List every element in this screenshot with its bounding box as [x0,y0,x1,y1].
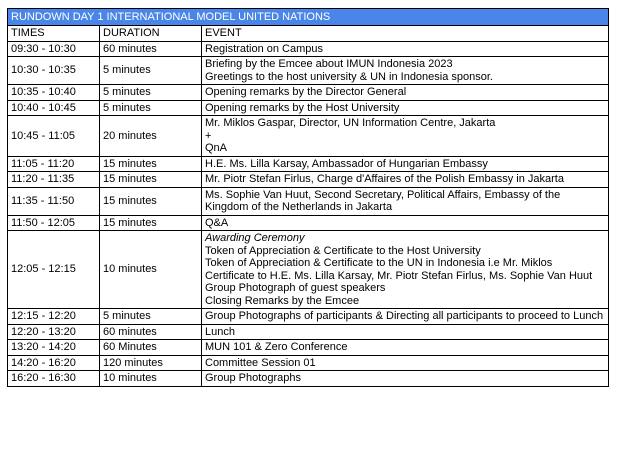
duration-cell: 5 minutes [100,309,202,325]
time-cell: 10:30 - 10:35 [8,57,100,85]
event-line: Ms. Sophie Van Huut, Second Secretary, Political Affairs, Embassy of the Kingdom of the Netherlands in Jakarta [205,188,561,213]
duration-cell: 60 minutes [100,41,202,57]
title-row [8,9,609,26]
event-cell [202,100,609,116]
table-row [8,231,609,309]
duration-cell: 15 minutes [100,215,202,231]
table-row [8,100,609,116]
duration-cell: 5 minutes [100,100,202,116]
time-cell: 10:45 - 11:05 [8,116,100,157]
event-cell [202,309,609,325]
event-cell [202,172,609,188]
time-cell: 16:20 - 16:30 [8,371,100,387]
table-row [8,340,609,356]
event-line: Token of Appreciation & Certificate to the UN in Indonesia i.e Mr. Miklos [205,257,553,269]
event-line: + [205,129,212,142]
event-line: Q&A [205,216,229,229]
event-line: Lunch [205,325,235,338]
event-line: Opening remarks by the Director General [205,86,407,98]
event-cell [202,85,609,101]
table-row [8,41,609,57]
event-cell [202,187,609,215]
event-cell [202,231,609,309]
event-line: Group Photographs [205,372,302,384]
table-row [8,187,609,215]
event-line: Greetings to the host university & UN in Indonesia sponsor. [205,70,493,83]
duration-cell: 15 minutes [100,156,202,172]
time-cell: 11:20 - 11:35 [8,172,100,188]
event-line: Registration on Campus [205,42,324,55]
header-event: EVENT [202,26,609,42]
event-cell [202,116,609,157]
table-row [8,172,609,188]
table-row [8,215,609,231]
time-cell: 11:50 - 12:05 [8,215,100,231]
event-cell [202,57,609,85]
event-line: Opening remarks by the Host University [205,101,400,114]
duration-cell: 60 minutes [100,324,202,340]
event-heading: Awarding Ceremony [205,232,305,244]
time-cell: 09:30 - 10:30 [8,41,100,57]
duration-cell: 10 minutes [100,231,202,309]
table-title: RUNDOWN DAY 1 INTERNATIONAL MODEL UNITED NATIONS [8,9,609,26]
duration-cell: 60 Minutes [100,340,202,356]
event-cell [202,371,609,387]
time-cell: 11:05 - 11:20 [8,156,100,172]
event-line: Briefing by the Emcee about IMUN Indonesia 2023 [205,58,453,70]
table-row [8,116,609,157]
table-body [8,41,609,386]
event-cell [202,340,609,356]
time-cell: 12:20 - 13:20 [8,324,100,340]
duration-cell: 15 minutes [100,172,202,188]
event-cell [202,156,609,172]
event-line: Certificate to H.E. Ms. Lilla Karsay, Mr. Piotr Stefan Firlus, Ms. Sophie Van Huut [205,269,593,282]
event-cell [202,215,609,231]
time-cell: 12:05 - 12:15 [8,231,100,309]
event-line: Committee Session 01 [205,356,316,369]
duration-cell: 5 minutes [100,85,202,101]
duration-cell: 120 minutes [100,355,202,371]
time-cell: 13:20 - 14:20 [8,340,100,356]
duration-cell: 20 minutes [100,116,202,157]
event-cell [202,355,609,371]
time-cell: 12:15 - 12:20 [8,309,100,325]
event-line: Token of Appreciation & Certificate to the Host University [205,244,481,257]
event-cell [202,41,609,57]
table-row [8,355,609,371]
event-line: Mr. Piotr Stefan Firlus, Charge d'Affaires of the Polish Embassy in Jakarta [205,173,564,185]
event-line: Group Photographs of participants & Directing all participants to proceed to Lunch [205,310,604,322]
table-row [8,371,609,387]
event-line: QnA [205,142,228,154]
table-row [8,57,609,85]
header-row [8,26,609,42]
event-line: Closing Remarks by the Emcee [205,294,360,307]
time-cell: 10:40 - 10:45 [8,100,100,116]
event-line: Group Photograph of guest speakers [205,282,386,294]
duration-cell: 5 minutes [100,57,202,85]
time-cell: 11:35 - 11:50 [8,187,100,215]
event-line: H.E. Ms. Lilla Karsay, Ambassador of Hungarian Embassy [205,157,488,170]
rundown-table [7,8,609,387]
event-cell [202,324,609,340]
table-row [8,85,609,101]
duration-cell: 15 minutes [100,187,202,215]
table-row [8,324,609,340]
duration-cell: 10 minutes [100,371,202,387]
header-times: TIMES [8,26,100,42]
table-row [8,156,609,172]
event-line: MUN 101 & Zero Conference [205,341,348,353]
time-cell: 14:20 - 16:20 [8,355,100,371]
table-row [8,309,609,325]
header-duration: DURATION [100,26,202,42]
event-line: Mr. Miklos Gaspar, Director, UN Information Centre, Jakarta [205,117,496,129]
time-cell: 10:35 - 10:40 [8,85,100,101]
